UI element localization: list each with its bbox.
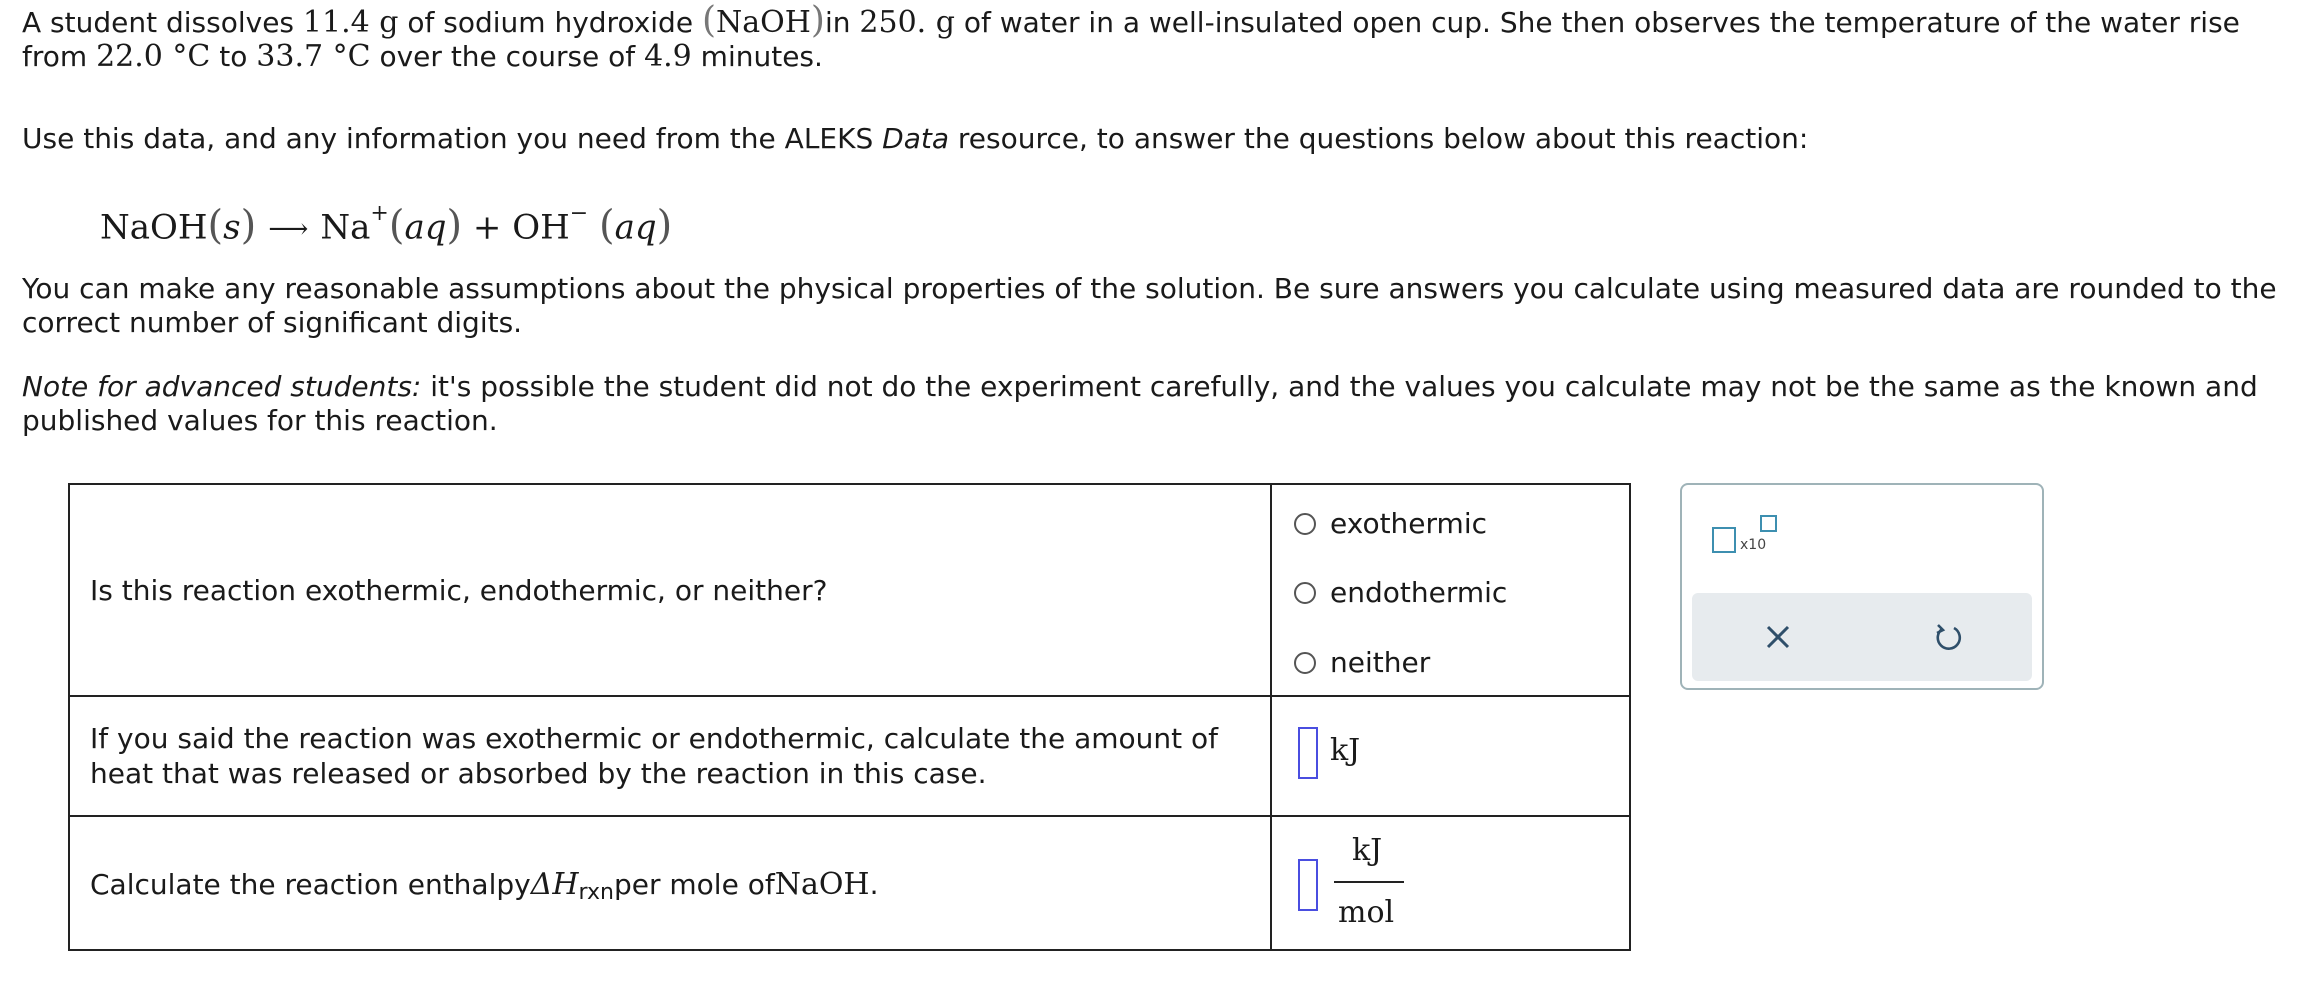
answer-cell-heat	[1272, 697, 1629, 815]
question-exothermic: Is this reaction exothermic, endothermic, or neither?	[70, 485, 1272, 695]
exponent-box-icon	[1760, 515, 1777, 532]
option-endothermic[interactable]: endothermic	[1294, 576, 1507, 609]
data-resource-link: Data	[882, 122, 949, 155]
undo-button[interactable]	[1924, 613, 1972, 661]
heat-input[interactable]	[1298, 727, 1318, 779]
problem-intro: A student dissolves 11.4 g of sodium hydroxide (NaOH)in 250. g of water in a well-insulated open cup. She then observes the temperature of the water rise from 22.0 °C to 33.7 °C over the course of 4.9 minutes.	[22, 0, 2240, 74]
question-enthalpy: Calculate the reaction enthalpy ΔH $_{rxn}$ per mole of NaOH .	[70, 817, 1272, 951]
clear-button[interactable]	[1754, 613, 1802, 661]
option-exothermic[interactable]: exothermic	[1294, 507, 1487, 540]
answer-cell-reaction-type	[1272, 485, 1629, 695]
assumptions-text: You can make any reasonable assumptions about the physical properties of the solution. Be sure answers you calculate using measured data are rounded to the correct number of significant digits.	[22, 272, 2277, 339]
advanced-note: Note for advanced students: it's possible the student did not do the experiment carefully, and the values you calculate may not be the same as the known and published values for this reaction.	[22, 370, 2258, 437]
close-icon	[1763, 622, 1793, 652]
fraction-bar	[1334, 881, 1404, 883]
answer-cell-enthalpy	[1272, 817, 1629, 951]
option-neither[interactable]: neither	[1294, 646, 1430, 679]
enthalpy-input[interactable]	[1298, 859, 1318, 911]
radio-button[interactable]	[1294, 513, 1316, 535]
chemical-equation: NaOH(s) ⟶ Na+(aq) + OH− (aq)	[100, 201, 673, 249]
scientific-notation-button[interactable]: x10	[1712, 515, 1782, 555]
base-box-icon	[1712, 527, 1736, 553]
heat-unit: kJ	[1330, 733, 1361, 768]
enthalpy-unit-numerator: kJ	[1352, 833, 1383, 868]
table-row	[70, 695, 1629, 815]
table-row	[70, 485, 1629, 695]
table-row	[70, 815, 1629, 951]
enthalpy-unit-denominator: mol	[1338, 895, 1395, 930]
question-heat: If you said the reaction was exothermic or endothermic, calculate the amount of heat that was released or absorbed by the reaction in this case.	[70, 697, 1272, 815]
question-table	[68, 483, 1631, 951]
undo-icon	[1932, 621, 1964, 653]
radio-button[interactable]	[1294, 582, 1316, 604]
reaction-arrow-icon: ⟶	[268, 212, 309, 246]
tool-panel	[1680, 483, 2044, 690]
instructions-text: Use this data, and any information you need from the ALEKS Data resource, to answer the questions below about this reaction:	[22, 122, 1809, 155]
radio-button[interactable]	[1294, 652, 1316, 674]
tool-action-bar	[1692, 593, 2032, 681]
